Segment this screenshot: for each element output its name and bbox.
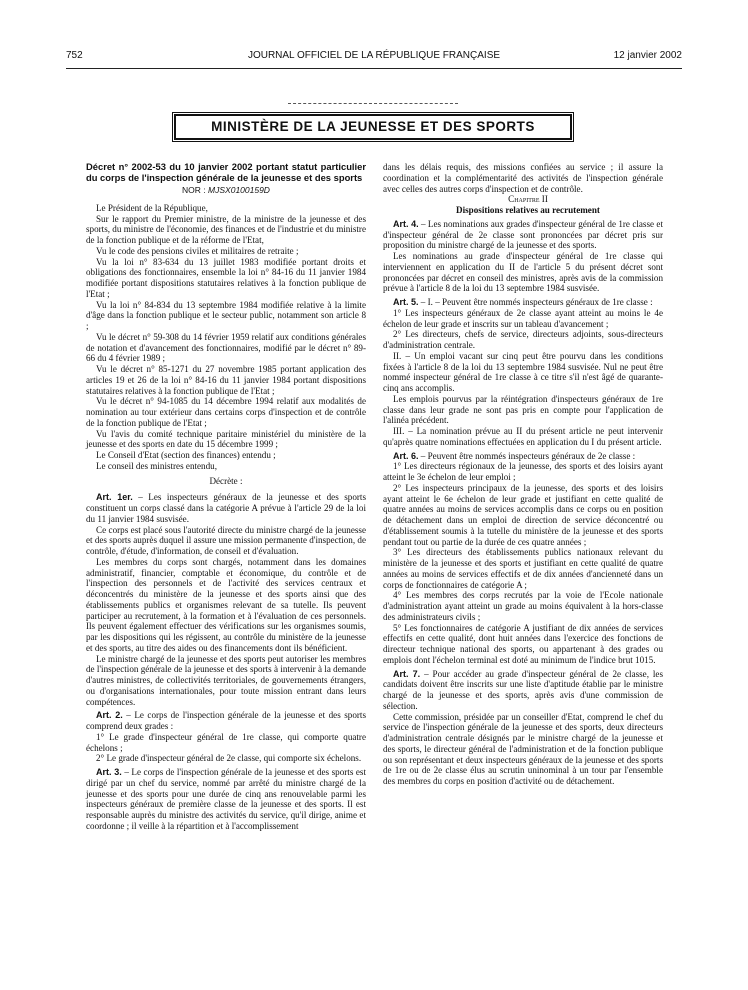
right-column: [383, 162, 663, 787]
article-text: Les nominations au grade d'inspecteur général de 1re classe qui interviennent en application du II de l'article 5 du présent décret sont prononcées par décret en conseil des ministres, après avis de la commission prévue à l'article 8 de la loi du 13 septembre 1984 susvisée.: [383, 251, 663, 294]
preamble-paragraph: Vu le décret n° 85-1271 du 27 novembre 1985 portant application des articles 19 et 26 de la loi n° 84-16 du 11 janvier 1984 portant dispositions statutaires relatives à la fonction publique de l'Etat ;: [86, 364, 366, 396]
left-articles: [86, 489, 366, 831]
preamble-paragraph: Le Conseil d'Etat (section des finances) entendu ;: [96, 450, 276, 460]
decrete-heading: Décrète :: [209, 475, 243, 486]
preamble-paragraph: Vu l'avis du comité technique paritaire ministériel du ministère de la jeunesse et des sports en date du 15 décembre 1999 ;: [86, 428, 366, 450]
article-label: Art. 3.: [96, 767, 122, 777]
article-paragraph: [383, 547, 663, 590]
article-label: Art. 5.: [393, 297, 419, 307]
article-text: Cette commission, présidée par un conseiller d'Etat, comprend le chef du service de l'inspection générale de la jeunesse et des sports, deux directeurs d'administration centrale désignés par le ministre chargé de la jeunesse et des sports, le directeur général de l'administration et de la fonction publique ou son représentant et deux inspecteurs généraux de la jeunesse et des sports de 1re ou de 2e classe élus au scrutin uninominal à un tour par l'ensemble des membres du corps en position d'activité ou de détachement.: [383, 711, 663, 786]
preamble: [86, 203, 366, 472]
article-paragraph: [383, 251, 663, 294]
article-text: Ce corps est placé sous l'autorité directe du ministre chargé de la jeunesse et des sports auprès duquel il assure une mission permanente d'inspection, de contrôle, d'étude, d'information, de conseil et d'évaluation.: [86, 524, 366, 556]
article-text: 1° Les directeurs régionaux de la jeunesse, des sports et des loisirs ayant atteint le 3e échelon de leur emploi ;: [383, 461, 663, 482]
article-paragraph: [86, 710, 366, 732]
issue-date: 12 janvier 2002: [613, 50, 682, 61]
article-label: Art. 6.: [393, 450, 419, 461]
preamble-paragraph: Vu le code des pensions civiles et militaires de retraite ;: [96, 245, 299, 256]
article-paragraph: [383, 297, 663, 308]
article-paragraph: [86, 492, 366, 524]
chapter-number: Chapitre II: [508, 194, 548, 205]
article-paragraph: [86, 525, 366, 557]
section-separator: [288, 103, 458, 104]
article-text: 2° Les inspecteurs principaux de la jeunesse, des sports et des loisirs ayant atteint le 6e échelon de leur grade et justifiant en cette qualité de quatre années au moins de services accomplis dans ce corps ou en position de détachement dans un emploi de direction de service déconcentré ou d'établissement soumis à la tutelle du ministère de la jeunesse et des sports pendant tout ou partie de la durée de ces quatre années ;: [383, 482, 663, 547]
article-text: 3° Les directeurs des établissements publics nationaux relevant du ministère de la jeunesse et des sports et justifiant en cette qualité de quatre années au moins de services effectifs et de dix années d'ancienneté dans un corps de fonctionnaires de catégorie A ;: [383, 547, 663, 590]
preamble-paragraph: Le conseil des ministres entendu,: [96, 460, 217, 471]
article-paragraph: [383, 329, 663, 351]
article-paragraph: [383, 394, 663, 426]
article-text: Le ministre chargé de la jeunesse et des sports peut autoriser les membres de l'inspection générale de la jeunesse et des sports à intervenir à la demande d'autres ministres, de collectivités territoriales, de gouvernements étrangers, ou d'organisations internationales, pour toute mission entrant dans leurs compétences.: [86, 653, 366, 707]
journal-title: JOURNAL OFFICIEL DE LA RÉPUBLIQUE FRANÇAISE: [247, 50, 501, 61]
article-paragraph: [383, 219, 663, 251]
article-paragraph: [86, 753, 366, 764]
page-header: [66, 50, 682, 66]
left-column: [86, 162, 366, 832]
article-text: 4° Les membres des corps recrutés par la voie de l'Ecole nationale d'administration ayant atteint un grade au moins équivalent à la hors-classe des administrateurs civils ;: [383, 590, 663, 622]
nor-reference: [86, 185, 366, 196]
preamble-paragraph: Sur le rapport du Premier ministre, de la ministre de la jeunesse et des sports, du ministre de l'économie, des finances et de l'industrie et du ministre de la fonction publique et de la réforme de l'Etat,: [86, 213, 366, 245]
right-articles: [383, 216, 663, 787]
preamble-paragraph: Vu la loi n° 83-634 du 13 juillet 1983 modifiée portant droits et obligations des fonctionnaires, ensemble la loi n° 84-16 du 11 janvier 1984 modifiée portant dispositions statutaires relatives à la fonction publique de l'Etat ;: [86, 256, 366, 299]
article-label: Art. 7.: [393, 668, 421, 679]
page-number: 752: [66, 50, 83, 61]
preamble-paragraph: Le Président de la République,: [96, 202, 208, 213]
article-paragraph: [383, 426, 663, 448]
article-text: 2° Les directeurs, chefs de service, directeurs adjoints, sous-directeurs d'administration centrale.: [383, 329, 663, 350]
header-rule: [66, 68, 682, 69]
article-paragraph: [86, 732, 366, 754]
article-paragraph: [383, 483, 663, 548]
article-text: Les membres du corps sont chargés, notamment dans les domaines administratif, financier, comptable et économique, du contrôle et de l'inspection des personnels et de l'activité des services centraux et déconcentrés du ministère de la jeunesse et des sports ainsi que des établissements publics et organismes relevant de sa tutelle. Ils peuvent participer au recrutement, à la formation et à l'évaluation de ces personnels. Ils peuvent également effectuer des vérifications sur les organismes soumis, par les dispositions qui les régissent, au contrôle du ministère de la jeunesse et des sports, au titre des aides ou des financements dont ils bénéficient.: [86, 556, 366, 653]
article-label: Art. 1er.: [96, 492, 133, 503]
ministry-heading: MINISTÈRE DE LA JEUNESSE ET DES SPORTS: [174, 114, 572, 140]
chapter-title: Dispositions relatives au recrutement: [456, 205, 600, 215]
article-paragraph: [86, 557, 366, 654]
article-text: – Le corps de l'inspection générale de la jeunesse et des sports est dirigé par un chef du service, nommé par arrêté du ministre chargé de la jeunesse et des sports pour une durée de cinq ans renouvelable parmi les inspecteurs généraux de première classe de la jeunesse et des sports. Il est responsable auprès du ministre des activités du service, qu'il dirige, anime et coordonne ; il veille à la répartition et à l'accomplissement: [86, 767, 366, 831]
article-text: 1° Le grade d'inspecteur général de 1re classe, qui comporte quatre échelons ;: [86, 731, 366, 753]
article-text: – I. – Peuvent être nommés inspecteurs généraux de 1re classe :: [420, 297, 653, 307]
article-text: 5° Les fonctionnaires de catégorie A justifiant de dix années de services effectifs en cette qualité, dont huit années dans l'exercice des fonctions de directeur technique national des sports, ou appartenant à des grades ou emplois dont l'échelon terminal est doté au minimum de l'indice brut 1015.: [383, 622, 663, 665]
article-paragraph: [383, 712, 663, 787]
article-paragraph: [383, 308, 663, 330]
article-label: Art. 4.: [393, 218, 419, 229]
article-paragraph: [383, 461, 663, 483]
right-intro: dans les délais requis, des missions confiées au service ; il assure la coordination et la complémentarité des activités de l'inspection générale avec celles des autres corps d'inspection et de contrôle.: [383, 162, 663, 194]
article-paragraph: [383, 451, 663, 462]
article-text: – Les nominations aux grades d'inspecteur général de 1re classe et d'inspecteur général de 2e classe sont prononcées par décret pris sur proposition du ministre chargé de la jeunesse et des sports.: [383, 218, 663, 251]
article-text: 2° Le grade d'inspecteur général de 2e classe, qui comporte six échelons.: [96, 753, 362, 764]
article-paragraph: [383, 623, 663, 666]
preamble-paragraph: Vu la loi n° 84-834 du 13 septembre 1984 modifiée relative à la limite d'âge dans la fonction publique et le secteur public, notamment son article 8 ;: [86, 299, 366, 331]
article-text: II. – Un emploi vacant sur cinq peut être pourvu dans les conditions fixées à l'article 8 de la loi du 13 septembre 1984 susvisée. Nul ne peut être nommé inspecteur général de 1re classe à ce titre s'il n'est âgé de quarante-cinq ans accomplis.: [383, 350, 663, 393]
article-text: – Le corps de l'inspection générale de la jeunesse et des sports comprend deux grades :: [86, 710, 366, 731]
nor-label: NOR :: [182, 185, 206, 195]
article-paragraph: [86, 767, 366, 832]
article-paragraph: [383, 351, 663, 394]
article-text: – Les inspecteurs généraux de la jeunesse et des sports constituent un corps classé dans la catégorie A prévue à l'article 29 de la loi du 11 janvier 1984 susvisée.: [86, 492, 366, 524]
article-text: – Pour accéder au grade d'inspecteur général de 2e classe, les candidats doivent être inscrits sur une liste d'aptitude établie par le ministre chargé de la jeunesse et des sports, après avis d'une commission de sélection.: [383, 668, 664, 711]
article-text: Les emplois pourvus par la réintégration d'inspecteurs généraux de 1re classe dans leur grade ne sont pas pris en compte pour l'application de l'alinéa précédent.: [383, 393, 663, 426]
article-paragraph: [86, 654, 366, 708]
preamble-paragraph: Vu le décret n° 94-1085 du 14 décembre 1994 relatif aux modalités de nomination au tour extérieur dans certains corps d'inspection et de contrôle de la fonction publique de l'Etat ;: [86, 396, 366, 428]
decree-title: Décret n° 2002-53 du 10 janvier 2002 portant statut particulier du corps de l'inspection générale de la jeunesse et des sports: [86, 161, 366, 183]
article-text: 1° Les inspecteurs généraux de 2e classe ayant atteint au moins le 4e échelon de leur grade et inscrits sur un tableau d'avancement ;: [383, 307, 663, 329]
article-paragraph: [383, 590, 663, 622]
article-paragraph: [383, 669, 663, 712]
article-text: III. – La nomination prévue au II du présent article ne peut intervenir qu'après quatre nominations effectuées en application du I du présent article.: [383, 426, 663, 447]
preamble-paragraph: Vu le décret n° 59-308 du 14 février 1959 relatif aux conditions générales de notation et d'avancement des fonctionnaires, modifié par le décret n° 89-66 du 4 février 1989 ;: [86, 331, 366, 364]
article-label: Art. 2.: [96, 710, 123, 721]
article-text: – Peuvent être nommés inspecteurs généraux de 2e classe :: [420, 450, 636, 461]
nor-value: MJSX0100159D: [208, 185, 270, 195]
